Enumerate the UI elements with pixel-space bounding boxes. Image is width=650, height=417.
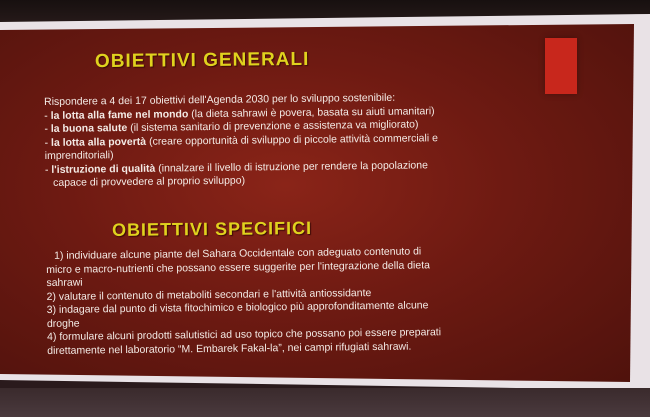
goal-title: l'istruzione di qualità [51, 162, 156, 176]
slide-accent-block [545, 38, 577, 94]
goal-title: la lotta alla povertà [50, 135, 147, 149]
goal-dash: - [44, 109, 51, 122]
specific-item-line: 3) indagare dal punto di vista fitochimico e biologico più approfonditamente alcune [46, 299, 429, 316]
specific-item-line: direttamente nel laboratorio “M. Embarek Fakal-la”, nei campi rifugiati sahrawi. [47, 340, 412, 357]
goal-dash: - [44, 136, 52, 149]
room-wall-bottom [0, 388, 650, 417]
goal-description: (il sistema sanitario di prevenzione e assistenza va migliorato) [127, 118, 419, 134]
specific-item-line: 1) individuare alcune piante del Sahara Occidentale con adeguato contenuto di [53, 245, 422, 262]
heading-specific-objectives: OBIETTIVI SPECIFICI [111, 217, 313, 241]
specific-objectives-text [46, 244, 567, 358]
goal-description: (creare opportunità di sviluppo di piccole attività commerciali e [146, 131, 438, 148]
general-objectives-text [44, 90, 565, 191]
goal-dash: - [44, 163, 52, 176]
goal-continuation: imprenditoriali) [44, 149, 114, 162]
specific-item-line: droghe [46, 317, 80, 330]
intro-line: Rispondere a 4 dei 17 obiettivi dell'Agenda 2030 per lo sviluppo sostenibile: [44, 91, 396, 108]
specific-item-line: micro e macro-nutrienti che possano essere suggerite per l'integrazione della dieta [46, 258, 431, 276]
goal-title: la lotta alla fame nel mondo [50, 107, 189, 122]
goal-continuation: capace di provvedere al proprio sviluppo) [52, 174, 246, 189]
goal-description: (innalzare il livello di istruzione per rendere la popolazione [155, 158, 428, 175]
goal-dash: - [44, 122, 51, 135]
goal-title: la buona salute [50, 121, 128, 135]
specific-item-line: sahrawi [46, 276, 83, 289]
specific-item-line: 4) formulare alcuni prodotti salutistici ad uso topico che possano poi essere preparati [46, 326, 442, 343]
specific-item-line: 2) valutare il contenuto di metaboliti secondari e l'attività antiossidante [46, 286, 372, 303]
goal-description: (la dieta sahrawi è povera, basata su aiuti umanitari) [188, 104, 435, 120]
heading-general-objectives: OBIETTIVI GENERALI [94, 48, 310, 73]
